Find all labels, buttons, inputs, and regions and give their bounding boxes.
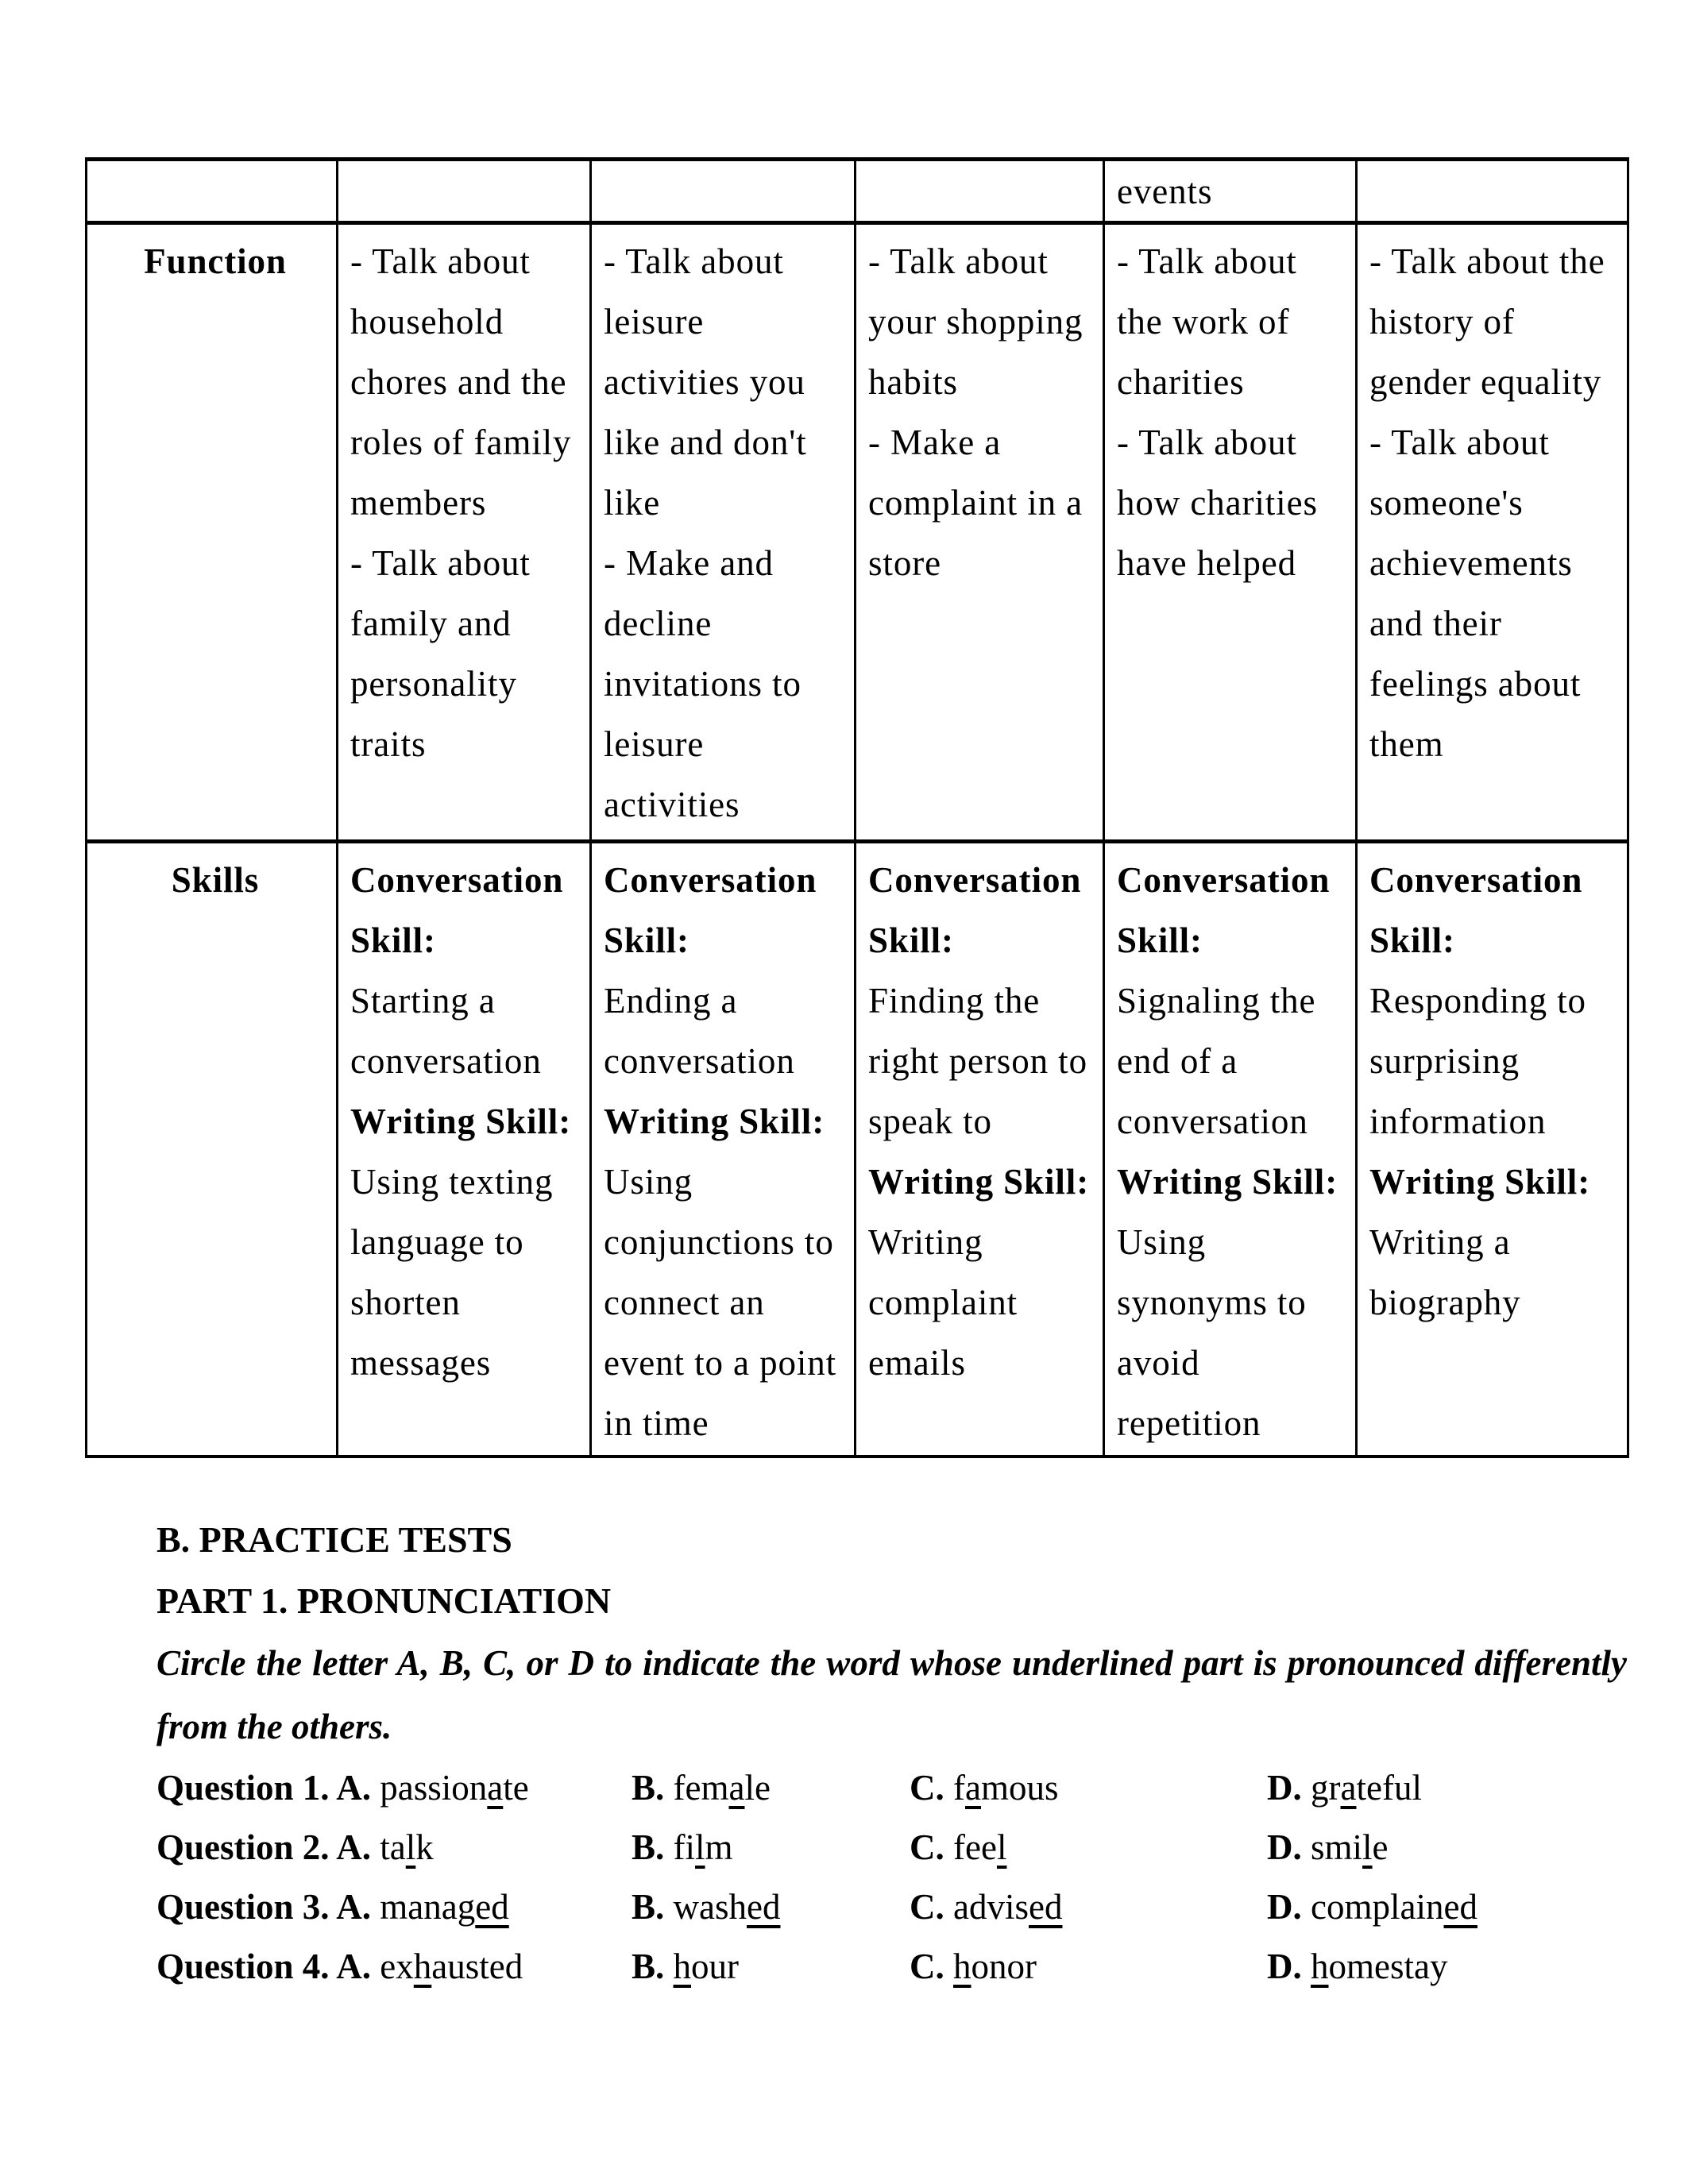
option-letter: B. [632, 1827, 674, 1867]
underlined-letters: l [996, 1827, 1007, 1867]
instruction-text: Circle the letter A, B, C, or D to indicate the word whose underlined part is pronounced differently from the others. [156, 1643, 1627, 1746]
table-row-function [87, 223, 1628, 842]
question-row [156, 1818, 1627, 1877]
underlined-letters: h [953, 1947, 971, 1986]
underlined-letters: h [413, 1947, 432, 1986]
answer-option-d [1267, 1877, 1627, 1937]
table-cell-empty [591, 160, 856, 223]
option-letter: B. [632, 1887, 674, 1927]
cell-paragraph: - Talk about the history of gender equality [1369, 241, 1605, 402]
option-letter: D. [1267, 1768, 1311, 1808]
option-letter: D. [1267, 1887, 1311, 1927]
underlined-letters: a [487, 1768, 504, 1808]
plain-letters: m [705, 1827, 733, 1867]
cell-paragraph: - Make a complaint in a store [868, 423, 1083, 583]
cell-paragraph: Conversation Skill: [604, 860, 817, 960]
cell-paragraph: Starting a conversation [350, 981, 542, 1081]
function-cell-unit1 [338, 223, 591, 842]
answer-option-a [156, 1937, 632, 1997]
cell-paragraph: Conversation Skill: [1369, 860, 1583, 960]
practice-tests-section [156, 1509, 1627, 1997]
plain-letters: fee [953, 1827, 997, 1867]
cell-paragraph: Writing Skill: [868, 1162, 1090, 1202]
question-label: Question 4. [156, 1947, 337, 1986]
answer-option-b [632, 1877, 910, 1937]
skills-cell-unit5 [1357, 842, 1628, 1457]
table-cell-empty [338, 160, 591, 223]
option-letter: C. [910, 1887, 953, 1927]
unit-overview-table [85, 157, 1629, 1458]
option-word [953, 1827, 1006, 1867]
question-label: Question 2. [156, 1827, 337, 1867]
row-header-function: Function [87, 223, 338, 842]
option-word [674, 1947, 740, 1986]
question-label: Question 3. [156, 1887, 337, 1927]
plain-letters: fi [673, 1827, 696, 1867]
cell-paragraph: Writing Skill: [1369, 1162, 1591, 1202]
option-letter: A. [336, 1887, 380, 1927]
plain-letters: ta [380, 1827, 406, 1867]
plain-letters: our [691, 1947, 740, 1986]
underlined-letters: l [1362, 1827, 1373, 1867]
skills-cell-unit2 [591, 842, 856, 1457]
plain-letters: wash [673, 1887, 747, 1927]
option-word [1311, 1827, 1389, 1867]
function-cell-unit4 [1104, 223, 1357, 842]
option-word [380, 1827, 434, 1867]
answer-option-c [910, 1937, 1267, 1997]
underlined-letters: h [1311, 1947, 1329, 1986]
cell-paragraph: Writing Skill: [1117, 1162, 1338, 1202]
table-cell-empty [1357, 160, 1628, 223]
option-letter: C. [910, 1827, 953, 1867]
option-word [380, 1947, 523, 1986]
underlined-letters: l [695, 1827, 705, 1867]
cell-paragraph: Ending a conversation [604, 981, 795, 1081]
answer-option-b [632, 1758, 910, 1818]
question-row [156, 1758, 1627, 1818]
plain-letters: teful [1356, 1768, 1422, 1808]
questions-list [156, 1758, 1627, 1997]
answer-option-c [910, 1758, 1267, 1818]
option-letter: D. [1267, 1827, 1311, 1867]
option-word [380, 1768, 528, 1808]
plain-letters: gr [1311, 1768, 1341, 1808]
option-word [1311, 1768, 1422, 1808]
option-letter: A. [336, 1768, 380, 1808]
plain-letters: smi [1311, 1827, 1363, 1867]
plain-letters: ex [380, 1947, 414, 1986]
option-word [1311, 1947, 1447, 1986]
option-word [380, 1887, 508, 1927]
option-letter: C. [910, 1947, 953, 1986]
row-header-skills: Skills [87, 842, 338, 1457]
plain-letters: manag [380, 1887, 476, 1927]
cell-paragraph: Conversation Skill: [868, 860, 1082, 960]
option-word [1311, 1887, 1477, 1927]
cell-paragraph: Writing Skill: [604, 1102, 825, 1141]
function-cell-unit5 [1357, 223, 1628, 842]
plain-letters: omestay [1328, 1947, 1448, 1986]
option-letter: D. [1267, 1947, 1311, 1986]
skills-cell-unit1 [338, 842, 591, 1457]
plain-letters: e [1372, 1827, 1389, 1867]
underlined-letters: ed [747, 1887, 781, 1927]
cell-paragraph: Writing Skill: [350, 1102, 572, 1141]
answer-option-c [910, 1877, 1267, 1937]
cell-paragraph: Using conjunctions to connect an event to a point in time [604, 1162, 837, 1443]
plain-letters: austed [431, 1947, 523, 1986]
cell-paragraph: - Talk about family and personality traits [350, 543, 531, 764]
plain-letters: le [744, 1768, 771, 1808]
cell-paragraph: - Talk about household chores and the roles of family members [350, 241, 572, 523]
skills-cell-unit4 [1104, 842, 1357, 1457]
answer-option-d [1267, 1937, 1627, 1997]
cell-paragraph: - Talk about someone's achievements and their feelings about them [1369, 423, 1582, 764]
function-cell-unit2 [591, 223, 856, 842]
option-word [953, 1887, 1062, 1927]
table-continuation-row [87, 160, 1628, 223]
answer-option-a [156, 1818, 632, 1877]
cell-paragraph: - Talk about the work of charities [1117, 241, 1297, 402]
option-letter: A. [336, 1947, 380, 1986]
answer-option-b [632, 1818, 910, 1877]
plain-letters: advis [953, 1887, 1029, 1927]
underlined-letters: h [673, 1947, 692, 1986]
answer-option-d [1267, 1758, 1627, 1818]
option-word [674, 1768, 771, 1808]
answer-option-c [910, 1818, 1267, 1877]
question-label: Question 1. [156, 1768, 337, 1808]
cell-paragraph: Writing a biography [1369, 1222, 1521, 1322]
answer-option-a [156, 1877, 632, 1937]
cell-paragraph: - Talk about how charities have helped [1117, 423, 1318, 583]
underlined-letters: ed [1029, 1887, 1063, 1927]
answer-option-a [156, 1758, 632, 1818]
cell-paragraph: Signaling the end of a conversation [1117, 981, 1316, 1141]
option-letter: C. [910, 1768, 953, 1808]
cell-paragraph: Using synonyms to avoid repetition [1117, 1222, 1307, 1443]
plain-letters: passion [380, 1768, 488, 1808]
underlined-letters: ed [475, 1887, 509, 1927]
cell-paragraph: - Talk about your shopping habits [868, 241, 1083, 402]
underlined-letters: a [965, 1768, 981, 1808]
option-letter: A. [336, 1827, 380, 1867]
cell-paragraph: Finding the right person to speak to [868, 981, 1087, 1141]
option-letter: B. [632, 1768, 674, 1808]
option-word [953, 1947, 1037, 1986]
table-cell-events: events [1104, 160, 1357, 223]
plain-letters: fem [673, 1768, 729, 1808]
answer-option-b [632, 1937, 910, 1997]
cell-paragraph: - Talk about leisure activities you like and don't like [604, 241, 807, 523]
cell-paragraph: Using texting language to shorten messages [350, 1162, 554, 1383]
underlined-letters: a [1340, 1768, 1357, 1808]
underlined-letters: ed [1443, 1887, 1477, 1927]
question-row [156, 1877, 1627, 1937]
plain-letters: k [415, 1827, 434, 1867]
cell-paragraph: Writing complaint emails [868, 1222, 1018, 1383]
question-row [156, 1937, 1627, 1997]
underlined-letters: a [728, 1768, 745, 1808]
answer-option-d [1267, 1818, 1627, 1877]
option-letter: B. [632, 1947, 674, 1986]
table-row-skills [87, 842, 1628, 1457]
part-heading: PART 1. PRONUNCIATION [156, 1580, 612, 1621]
option-word [953, 1768, 1059, 1808]
cell-paragraph: Responding to surprising information [1369, 981, 1586, 1141]
cell-paragraph: Conversation Skill: [350, 860, 564, 960]
function-cell-unit3 [856, 223, 1104, 842]
cell-paragraph: - Make and decline invitations to leisure activities [604, 543, 802, 824]
option-word [674, 1827, 733, 1867]
plain-letters: complain [1311, 1887, 1444, 1927]
cell-paragraph: Conversation Skill: [1117, 860, 1331, 960]
skills-cell-unit3 [856, 842, 1104, 1457]
plain-letters: te [503, 1768, 529, 1808]
plain-letters: onor [971, 1947, 1037, 1986]
option-word [674, 1887, 781, 1927]
table-cell-empty [87, 160, 338, 223]
plain-letters: mous [980, 1768, 1059, 1808]
section-heading: B. PRACTICE TESTS [156, 1519, 512, 1560]
plain-letters: f [953, 1768, 965, 1808]
underlined-letters: l [405, 1827, 416, 1867]
table-cell-empty [856, 160, 1104, 223]
